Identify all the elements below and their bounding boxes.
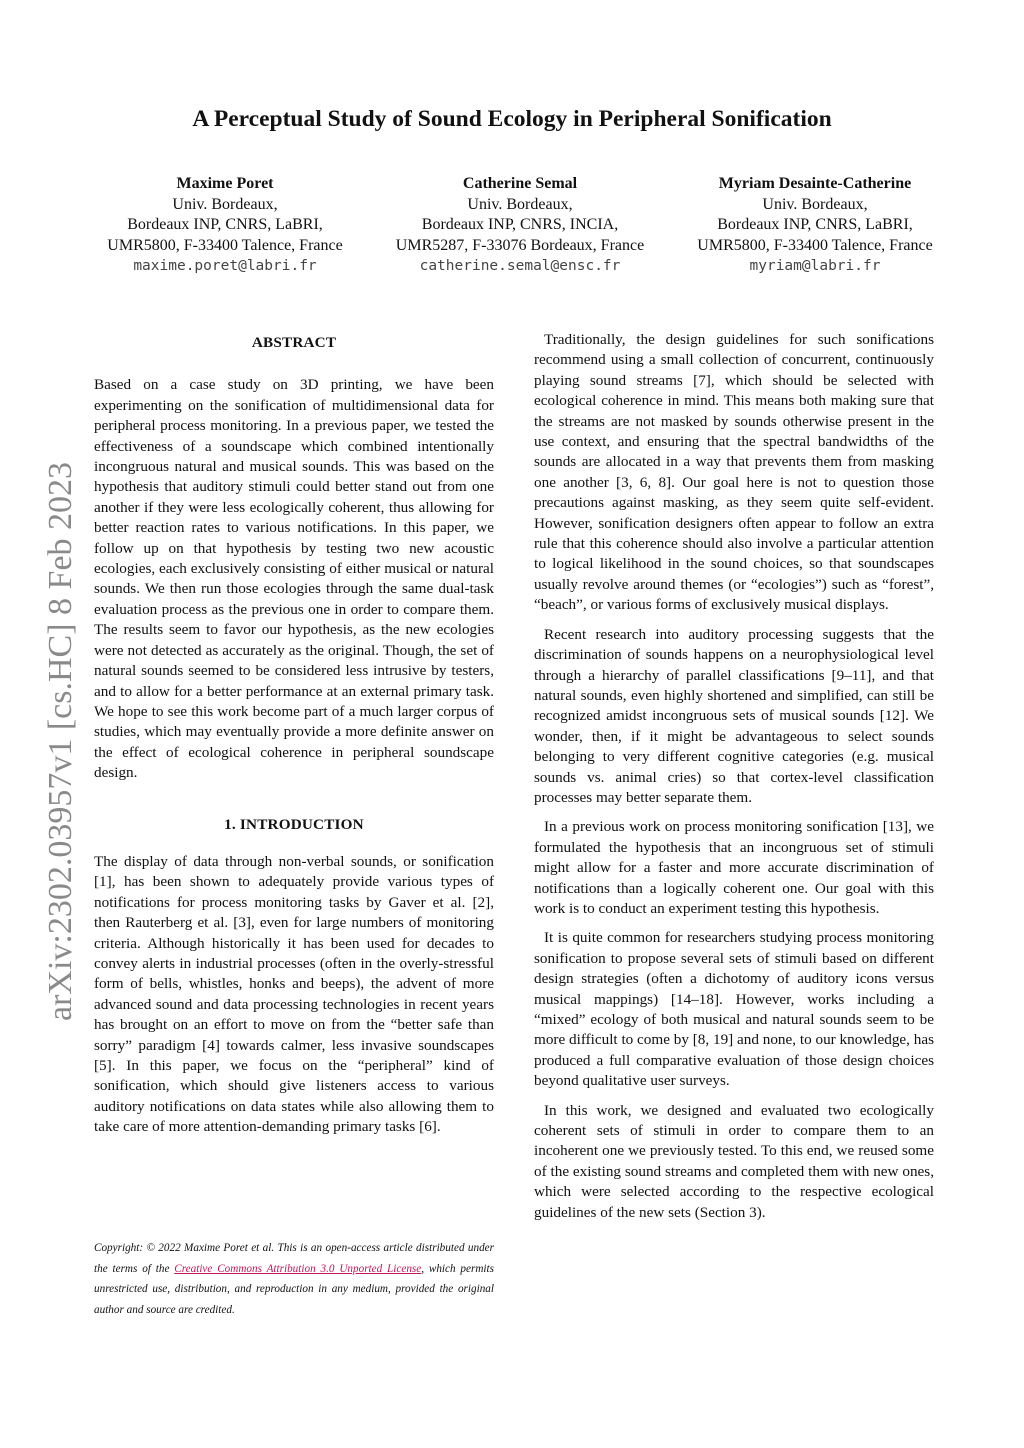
author-1 [90,174,360,277]
body-paragraph: In this work, we designed and evaluated two ecologically coherent sets of stimuli in order to compare them to an incoherent one we previously tested. To this end, we reused some of the existing sound streams and completed them with new ones, which were selected according to the respective ecological guidelines of the new sets (Section 3). [534,1101,934,1221]
body-paragraph: In a previous work on process monitoring sonification [13], we formulated the hypothesis that an incongruous set of stimuli might allow for a faster and more accurate discrimination of notifications than a logically coherent one. Our goal with this work is to conduct an experiment testing this hypothesis. [534,818,934,917]
author-name: Maxime Poret [176,175,274,192]
right-column [534,330,934,1232]
author-affiliation: Bordeaux INP, CNRS, LaBRI, [127,216,323,233]
author-name: Myriam Desainte-Catherine [718,175,912,192]
author-affiliation: UMR5287, F-33076 Bordeaux, France [395,236,645,254]
left-column [94,330,494,1147]
author-affiliation: Bordeaux INP, CNRS, INCIA, [421,216,619,233]
copyright-notice [94,1238,494,1320]
author-name: Catherine Semal [462,175,578,192]
copyright-text: , which permits unrestricted use, distribution, and reproduction in any medium, provided the original author and source are credited. [94,1262,494,1316]
author-2 [385,174,655,277]
author-affiliation: UMR5800, F-33400 Talence, France [107,236,343,254]
author-block [90,174,950,277]
body-paragraph: Traditionally, the design guidelines for such sonifications recommend using a small collection of concurrent, continuously playing sound streams [7], which should be selected with ecological coherence in mind. This means both making sure that the streams are not masked by sounds otherwise present in the use context, and ensuring that the spectral bandwidths of the sounds are allocated in a way that prevents them from masking one another [3, 6, 8]. Our goal here is not to question those precautions against masking, as they seem quite self-evident. However, sonification designers often appear to follow an extra rule that this coherence should also involve a particular attention to logical likelihood in the sound choices, so that soundscapes usually revolve around themes (or “ecologies”) such as “forest”, “beach”, or various forms of exclusively musical displays. [534,331,934,614]
body-paragraph: It is quite common for researchers studying process monitoring sonification to propose several sets of stimuli based on different design strategies (often a dichotomy of auditory icons versus musical mappings) [14–18]. However, works including a “mixed” ecology of both musical and natural sounds seem to be more difficult to come by [8, 19] and none, to our knowledge, has produced a full comparative evaluation of those design choices beyond qualitative user surveys. [534,929,934,1090]
copyright-text: Copyright: © 2022 Maxime Poret et al. This is an open-access article distributed under the terms of the [94,1242,494,1275]
author-affiliation: Univ. Bordeaux, [172,195,278,213]
author-email[interactable]: catherine.semal@ensc.fr [419,258,621,274]
abstract-heading: ABSTRACT [251,334,337,351]
abstract-text: Based on a case study on 3D printing, we have been experimenting on the sonification of multidimensional data for peripheral process monitoring. In a previous paper, we tested the effectiveness of a soundscape which combined intentionally incongruous natural and musical sounds. This was based on the hypothesis that auditory stimuli could better stand out from one another if they were less ecologically coherent, thus allowing for better reaction rates to various notifications. In this paper, we follow up on that hypothesis by testing two new acoustic ecologies, each exclusively consisting of either musical or natural sounds. We then run those ecologies through the same dual-task evaluation process as the previous one in order to compare them. The results seem to favor our hypothesis, as the new ecologies were not detected as accurately as the original. Though, the set of natural sounds seemed to be considered less intrusive by testers, and to allow for a better performance at an external primary task. We hope to see this work become part of a much larger corpus of studies, which may eventually provide a more definite answer on the effect of ecological coherence in peripheral soundscape design. [94,376,494,782]
author-affiliation: Univ. Bordeaux, [762,195,868,213]
author-email[interactable]: myriam@labri.fr [749,258,881,274]
license-link[interactable]: Creative Commons Attribution 3.0 Unported License [174,1262,422,1275]
author-affiliation: UMR5800, F-33400 Talence, France [697,236,933,254]
introduction-heading: 1. INTRODUCTION [224,815,364,833]
author-affiliation: Univ. Bordeaux, [467,195,573,213]
author-3 [680,174,950,277]
body-paragraph: Recent research into auditory processing suggests that the discrimination of sounds happens on a neurophysiological level through a hierarchy of parallel classifications [9–11], and that natural sounds, even highly shortened and simplified, can still be recognized amidst incongruous sets of musical sounds [12]. We wonder, then, if it might be advantageous to select sounds belonging to very different cognitive categories (e.g. musical sounds vs. animal cries) so that cortex-level classification processes may better separate them. [534,625,934,806]
author-affiliation: Bordeaux INP, CNRS, LaBRI, [717,216,913,233]
introduction-paragraph: The display of data through non-verbal sounds, or sonification [1], has been shown to adequately provide various types of notifications for process monitoring tasks by Gaver et al. [2], then Rauterberg et al. [3], even for large numbers of monitoring criteria. Although historically it has been used for decades to convey alerts in industrial processes (often in the overly-stressful form of bells, whistles, honks and beeps), the advent of more advanced sound and data processing technologies in recent years has brought on an effort to move on from the “better safe than sorry” paradigm [4] towards calmer, less invasive soundscapes [5]. In this paper, we focus on the “peripheral” kind of sonification, which should give listeners access to various auditory notifications on data states while also allowing them to take care of more attention-demanding primary tasks [6]. [94,852,494,1136]
author-email[interactable]: maxime.poret@labri.fr [133,258,317,274]
paper-title: A Perceptual Study of Sound Ecology in Peripheral Sonification [192,106,832,132]
arxiv-identifier: arXiv:2302.03957v1 [cs.HC] 8 Feb 2023 [42,461,79,1021]
